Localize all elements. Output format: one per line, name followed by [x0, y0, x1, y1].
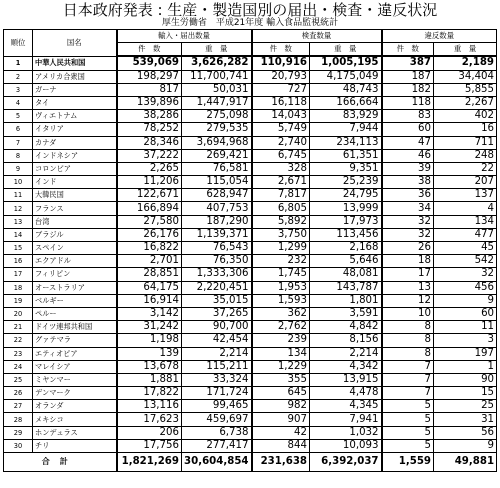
imports-weight-cell: 277,417	[182, 439, 252, 452]
violations-count-cell: 5	[382, 413, 434, 426]
inspections-count-cell: 7,817	[252, 189, 310, 202]
inspections-count-cell: 5,892	[252, 215, 310, 228]
imports-count-cell: 13,116	[117, 400, 182, 413]
inspections-weight-cell: 2,214	[310, 347, 382, 360]
table-row	[4, 96, 497, 109]
violations-count-cell: 32	[382, 215, 434, 228]
rank-cell: 12	[4, 202, 33, 215]
rank-cell: 17	[4, 268, 33, 281]
violations-count-cell: 5	[382, 439, 434, 452]
violations-count-cell: 7	[382, 387, 434, 400]
inspections-count-cell: 232	[252, 255, 310, 268]
violations-count-cell: 7	[382, 360, 434, 373]
inspections-weight-cell: 5,646	[310, 255, 382, 268]
imports-count-cell: 31,242	[117, 321, 182, 334]
violations-weight-cell: 1	[434, 360, 497, 373]
inspections-count-cell: 42	[252, 426, 310, 439]
rank-cell: 22	[4, 334, 33, 347]
violations-weight-cell: 134	[434, 215, 497, 228]
imports-count-cell: 16,822	[117, 242, 182, 255]
imports-weight-cell: 407,753	[182, 202, 252, 215]
inspections-weight-cell: 24,795	[310, 189, 382, 202]
imports-weight-cell: 50,031	[182, 83, 252, 96]
imports-count-cell: 3,142	[117, 307, 182, 320]
inspections-weight-cell: 166,664	[310, 96, 382, 109]
country-cell: イタリア	[33, 123, 117, 136]
table-row	[4, 334, 497, 347]
country-cell: ミヤンマー	[33, 373, 117, 386]
imports-count-cell: 1,198	[117, 334, 182, 347]
table-row	[4, 70, 497, 83]
violations-count-cell: 7	[382, 373, 434, 386]
table-row	[4, 347, 497, 360]
violations-weight-cell: 402	[434, 110, 497, 123]
imports-weight-cell: 42,454	[182, 334, 252, 347]
inspections-count-cell: 14,043	[252, 110, 310, 123]
country-cell: カナダ	[33, 136, 117, 149]
header-rank: 順位	[4, 30, 33, 57]
country-cell: ベルギー	[33, 294, 117, 307]
country-cell: ガーナ	[33, 83, 117, 96]
inspections-weight-cell: 4,478	[310, 387, 382, 400]
statistics-table	[3, 29, 497, 472]
violations-count-cell: 83	[382, 110, 434, 123]
inspections-count-cell: 2,671	[252, 176, 310, 189]
imports-count-cell: 17,756	[117, 439, 182, 452]
imports-weight-cell: 459,697	[182, 413, 252, 426]
inspections-count-cell: 5,749	[252, 123, 310, 136]
violations-weight-cell: 2,189	[434, 56, 497, 70]
violations-count-cell: 47	[382, 136, 434, 149]
document-title: 日本政府発表 : 生産・製造国別の届出・検査・違反状況	[62, 1, 438, 19]
imports-count-cell: 166,894	[117, 202, 182, 215]
violations-weight-cell: 9	[434, 294, 497, 307]
inspections-weight-cell: 1,005,195	[310, 56, 382, 70]
table-row	[4, 242, 497, 255]
violations-weight-cell: 11	[434, 321, 497, 334]
country-cell: メキシコ	[33, 413, 117, 426]
table-row	[4, 110, 497, 123]
imports-weight-cell: 279,535	[182, 123, 252, 136]
inspections-count-cell: 1,229	[252, 360, 310, 373]
inspections-count-cell: 645	[252, 387, 310, 400]
violations-count-cell: 46	[382, 149, 434, 162]
rank-cell: 18	[4, 281, 33, 294]
country-cell: スペイン	[33, 242, 117, 255]
imports-weight-cell: 90,700	[182, 321, 252, 334]
rank-cell: 19	[4, 294, 33, 307]
imports-weight-cell: 275,098	[182, 110, 252, 123]
total-row	[4, 453, 497, 472]
table-row	[4, 268, 497, 281]
violations-weight-cell: 4	[434, 202, 497, 215]
violations-count-cell: 32	[382, 228, 434, 241]
violations-weight-cell: 25	[434, 400, 497, 413]
violations-count-cell: 5	[382, 400, 434, 413]
violations-weight-cell: 207	[434, 176, 497, 189]
imports-weight-cell: 6,738	[182, 426, 252, 439]
imports-weight-cell: 37,265	[182, 307, 252, 320]
rank-cell: 3	[4, 83, 33, 96]
table-row	[4, 360, 497, 373]
inspections-weight-cell: 234,113	[310, 136, 382, 149]
inspections-weight-cell: 4,842	[310, 321, 382, 334]
country-cell: デンマーク	[33, 387, 117, 400]
inspections-count-cell: 110,916	[252, 56, 310, 70]
violations-weight-cell: 56	[434, 426, 497, 439]
header-inspections-weight: 重 量	[310, 43, 382, 57]
country-cell: チリ	[33, 439, 117, 452]
violations-weight-cell: 3	[434, 334, 497, 347]
table-row	[4, 281, 497, 294]
inspections-weight-cell: 17,973	[310, 215, 382, 228]
header-imports-count: 件 数	[117, 43, 182, 57]
imports-weight-cell: 171,724	[182, 387, 252, 400]
country-cell: グァテマラ	[33, 334, 117, 347]
imports-count-cell: 539,069	[117, 56, 182, 70]
violations-count-cell: 60	[382, 123, 434, 136]
imports-count-cell: 28,346	[117, 136, 182, 149]
imports-weight-cell: 76,581	[182, 162, 252, 175]
country-cell: エティオピア	[33, 347, 117, 360]
table-row	[4, 202, 497, 215]
document-subtitle: 厚生労働省 平成21年度 輸入食品監視統計	[161, 18, 339, 28]
country-cell: アメリカ合衆国	[33, 70, 117, 83]
rank-cell: 8	[4, 149, 33, 162]
total-imports-count: 1,821,269	[117, 453, 182, 472]
inspections-weight-cell: 4,342	[310, 360, 382, 373]
inspections-count-cell: 6,805	[252, 202, 310, 215]
imports-weight-cell: 3,626,282	[182, 56, 252, 70]
violations-weight-cell: 456	[434, 281, 497, 294]
imports-count-cell: 78,252	[117, 123, 182, 136]
violations-weight-cell: 45	[434, 242, 497, 255]
imports-count-cell: 122,671	[117, 189, 182, 202]
rank-cell: 1	[4, 56, 33, 70]
table-row	[4, 387, 497, 400]
violations-weight-cell: 34,404	[434, 70, 497, 83]
inspections-count-cell: 6,745	[252, 149, 310, 162]
rank-cell: 25	[4, 373, 33, 386]
violations-count-cell: 34	[382, 202, 434, 215]
imports-weight-cell: 1,447,917	[182, 96, 252, 109]
table-row	[4, 373, 497, 386]
imports-weight-cell: 115,211	[182, 360, 252, 373]
total-label: 合計	[4, 453, 117, 472]
country-cell: 大韓民国	[33, 189, 117, 202]
country-cell: ペルー	[33, 307, 117, 320]
rank-cell: 30	[4, 439, 33, 452]
country-cell: ホンデュラス	[33, 426, 117, 439]
violations-weight-cell: 16	[434, 123, 497, 136]
inspections-weight-cell: 13,915	[310, 373, 382, 386]
total-inspections-count: 231,638	[252, 453, 310, 472]
rank-cell: 13	[4, 215, 33, 228]
inspections-weight-cell: 1,801	[310, 294, 382, 307]
inspections-count-cell: 982	[252, 400, 310, 413]
country-cell: フィリピン	[33, 268, 117, 281]
inspections-weight-cell: 3,591	[310, 307, 382, 320]
imports-count-cell: 11,206	[117, 176, 182, 189]
violations-weight-cell: 542	[434, 255, 497, 268]
violations-weight-cell: 90	[434, 373, 497, 386]
rank-cell: 14	[4, 228, 33, 241]
violations-count-cell: 10	[382, 307, 434, 320]
total-violations-count: 1,559	[382, 453, 434, 472]
inspections-weight-cell: 25,239	[310, 176, 382, 189]
inspections-count-cell: 2,762	[252, 321, 310, 334]
table-row	[4, 439, 497, 452]
country-cell: インドネシア	[33, 149, 117, 162]
inspections-count-cell: 134	[252, 347, 310, 360]
violations-count-cell: 13	[382, 281, 434, 294]
inspections-count-cell: 844	[252, 439, 310, 452]
table-row	[4, 176, 497, 189]
inspections-count-cell: 1,593	[252, 294, 310, 307]
rank-cell: 16	[4, 255, 33, 268]
violations-weight-cell: 5,855	[434, 83, 497, 96]
violations-count-cell: 26	[382, 242, 434, 255]
table-row	[4, 56, 497, 70]
country-cell: インド	[33, 176, 117, 189]
violations-weight-cell: 137	[434, 189, 497, 202]
inspections-weight-cell: 4,345	[310, 400, 382, 413]
country-cell: エクアドル	[33, 255, 117, 268]
imports-count-cell: 13,678	[117, 360, 182, 373]
header-inspections: 検査数量	[252, 30, 382, 43]
imports-count-cell: 37,222	[117, 149, 182, 162]
rank-cell: 5	[4, 110, 33, 123]
violations-count-cell: 17	[382, 268, 434, 281]
rank-cell: 4	[4, 96, 33, 109]
table-row	[4, 307, 497, 320]
imports-count-cell: 16,914	[117, 294, 182, 307]
imports-count-cell: 28,851	[117, 268, 182, 281]
inspections-weight-cell: 10,093	[310, 439, 382, 452]
inspections-weight-cell: 13,999	[310, 202, 382, 215]
violations-weight-cell: 711	[434, 136, 497, 149]
inspections-weight-cell: 1,032	[310, 426, 382, 439]
table-row	[4, 215, 497, 228]
inspections-count-cell: 239	[252, 334, 310, 347]
table-row	[4, 189, 497, 202]
country-cell: 中華人民共和国	[33, 56, 117, 70]
inspections-count-cell: 1,745	[252, 268, 310, 281]
imports-count-cell: 17,623	[117, 413, 182, 426]
inspections-count-cell: 355	[252, 373, 310, 386]
imports-weight-cell: 76,350	[182, 255, 252, 268]
inspections-count-cell: 2,740	[252, 136, 310, 149]
total-violations-weight: 49,881	[434, 453, 497, 472]
header-violations-count: 件 数	[382, 43, 434, 57]
header-imports-weight: 重 量	[182, 43, 252, 57]
table-row	[4, 294, 497, 307]
violations-count-cell: 187	[382, 70, 434, 83]
country-cell: ブラジル	[33, 228, 117, 241]
country-cell: ヴィエトナム	[33, 110, 117, 123]
inspections-weight-cell: 113,456	[310, 228, 382, 241]
imports-weight-cell: 187,290	[182, 215, 252, 228]
country-cell: オランダ	[33, 400, 117, 413]
table-row	[4, 162, 497, 175]
country-cell: コロンビア	[33, 162, 117, 175]
inspections-count-cell: 20,793	[252, 70, 310, 83]
imports-weight-cell: 11,700,741	[182, 70, 252, 83]
inspections-weight-cell: 7,941	[310, 413, 382, 426]
inspections-count-cell: 727	[252, 83, 310, 96]
violations-count-cell: 38	[382, 176, 434, 189]
inspections-weight-cell: 83,929	[310, 110, 382, 123]
violations-count-cell: 118	[382, 96, 434, 109]
imports-count-cell: 64,175	[117, 281, 182, 294]
rank-cell: 2	[4, 70, 33, 83]
header-inspections-count: 件 数	[252, 43, 310, 57]
imports-weight-cell: 99,465	[182, 400, 252, 413]
inspections-count-cell: 1,953	[252, 281, 310, 294]
total-inspections-weight: 6,392,037	[310, 453, 382, 472]
rank-cell: 27	[4, 400, 33, 413]
imports-count-cell: 17,822	[117, 387, 182, 400]
table-row	[4, 83, 497, 96]
violations-weight-cell: 22	[434, 162, 497, 175]
country-cell: フランス	[33, 202, 117, 215]
inspections-weight-cell: 61,351	[310, 149, 382, 162]
table-row	[4, 413, 497, 426]
inspections-weight-cell: 9,351	[310, 162, 382, 175]
inspections-weight-cell: 48,743	[310, 83, 382, 96]
rank-cell: 21	[4, 321, 33, 334]
rank-cell: 15	[4, 242, 33, 255]
imports-count-cell: 2,701	[117, 255, 182, 268]
imports-count-cell: 198,297	[117, 70, 182, 83]
violations-weight-cell: 32	[434, 268, 497, 281]
country-cell: マレイシア	[33, 360, 117, 373]
imports-count-cell: 38,286	[117, 110, 182, 123]
country-cell: ドイツ連邦共和国	[33, 321, 117, 334]
country-cell: 台湾	[33, 215, 117, 228]
violations-weight-cell: 9	[434, 439, 497, 452]
table-row	[4, 123, 497, 136]
imports-weight-cell: 269,421	[182, 149, 252, 162]
imports-count-cell: 139	[117, 347, 182, 360]
imports-weight-cell: 115,054	[182, 176, 252, 189]
imports-weight-cell: 2,214	[182, 347, 252, 360]
table-row	[4, 228, 497, 241]
violations-weight-cell: 248	[434, 149, 497, 162]
imports-weight-cell: 35,015	[182, 294, 252, 307]
violations-weight-cell: 2,267	[434, 96, 497, 109]
imports-count-cell: 27,580	[117, 215, 182, 228]
inspections-count-cell: 16,118	[252, 96, 310, 109]
violations-weight-cell: 15	[434, 387, 497, 400]
imports-count-cell: 139,896	[117, 96, 182, 109]
rank-cell: 24	[4, 360, 33, 373]
imports-weight-cell: 33,324	[182, 373, 252, 386]
rank-cell: 11	[4, 189, 33, 202]
imports-weight-cell: 76,543	[182, 242, 252, 255]
table-row	[4, 255, 497, 268]
violations-count-cell: 8	[382, 334, 434, 347]
header-imports: 輸入・届出数量	[117, 30, 252, 43]
rank-cell: 23	[4, 347, 33, 360]
violations-count-cell: 12	[382, 294, 434, 307]
rank-cell: 9	[4, 162, 33, 175]
violations-weight-cell: 197	[434, 347, 497, 360]
table-row	[4, 426, 497, 439]
imports-weight-cell: 1,333,306	[182, 268, 252, 281]
violations-weight-cell: 31	[434, 413, 497, 426]
violations-weight-cell: 60	[434, 307, 497, 320]
rank-cell: 10	[4, 176, 33, 189]
inspections-weight-cell: 48,081	[310, 268, 382, 281]
inspections-weight-cell: 8,156	[310, 334, 382, 347]
total-imports-weight: 30,604,854	[182, 453, 252, 472]
violations-count-cell: 36	[382, 189, 434, 202]
table-row	[4, 136, 497, 149]
table-row	[4, 149, 497, 162]
imports-weight-cell: 2,220,451	[182, 281, 252, 294]
imports-count-cell: 26,176	[117, 228, 182, 241]
header-violations-weight: 重 量	[434, 43, 497, 57]
table-row	[4, 321, 497, 334]
inspections-count-cell: 362	[252, 307, 310, 320]
rank-cell: 6	[4, 123, 33, 136]
header-country: 国名	[33, 30, 117, 57]
imports-count-cell: 1,881	[117, 373, 182, 386]
inspections-count-cell: 328	[252, 162, 310, 175]
imports-count-cell: 206	[117, 426, 182, 439]
violations-weight-cell: 477	[434, 228, 497, 241]
violations-count-cell: 18	[382, 255, 434, 268]
violations-count-cell: 182	[382, 83, 434, 96]
rank-cell: 29	[4, 426, 33, 439]
violations-count-cell: 8	[382, 321, 434, 334]
rank-cell: 28	[4, 413, 33, 426]
imports-weight-cell: 628,947	[182, 189, 252, 202]
inspections-weight-cell: 2,168	[310, 242, 382, 255]
header-row-groups	[4, 30, 497, 43]
rank-cell: 26	[4, 387, 33, 400]
rank-cell: 20	[4, 307, 33, 320]
violations-count-cell: 39	[382, 162, 434, 175]
violations-count-cell: 5	[382, 426, 434, 439]
violations-count-cell: 8	[382, 347, 434, 360]
header-violations: 違反数量	[382, 30, 497, 43]
violations-count-cell: 387	[382, 56, 434, 70]
table-body	[4, 56, 497, 452]
inspections-weight-cell: 4,175,049	[310, 70, 382, 83]
table-row	[4, 400, 497, 413]
imports-weight-cell: 1,139,371	[182, 228, 252, 241]
rank-cell: 7	[4, 136, 33, 149]
imports-count-cell: 2,265	[117, 162, 182, 175]
inspections-count-cell: 3,750	[252, 228, 310, 241]
imports-weight-cell: 3,694,968	[182, 136, 252, 149]
country-cell: タイ	[33, 96, 117, 109]
inspections-weight-cell: 7,944	[310, 123, 382, 136]
inspections-count-cell: 907	[252, 413, 310, 426]
imports-count-cell: 817	[117, 83, 182, 96]
country-cell: オーストラリア	[33, 281, 117, 294]
inspections-count-cell: 1,299	[252, 242, 310, 255]
inspections-weight-cell: 143,787	[310, 281, 382, 294]
